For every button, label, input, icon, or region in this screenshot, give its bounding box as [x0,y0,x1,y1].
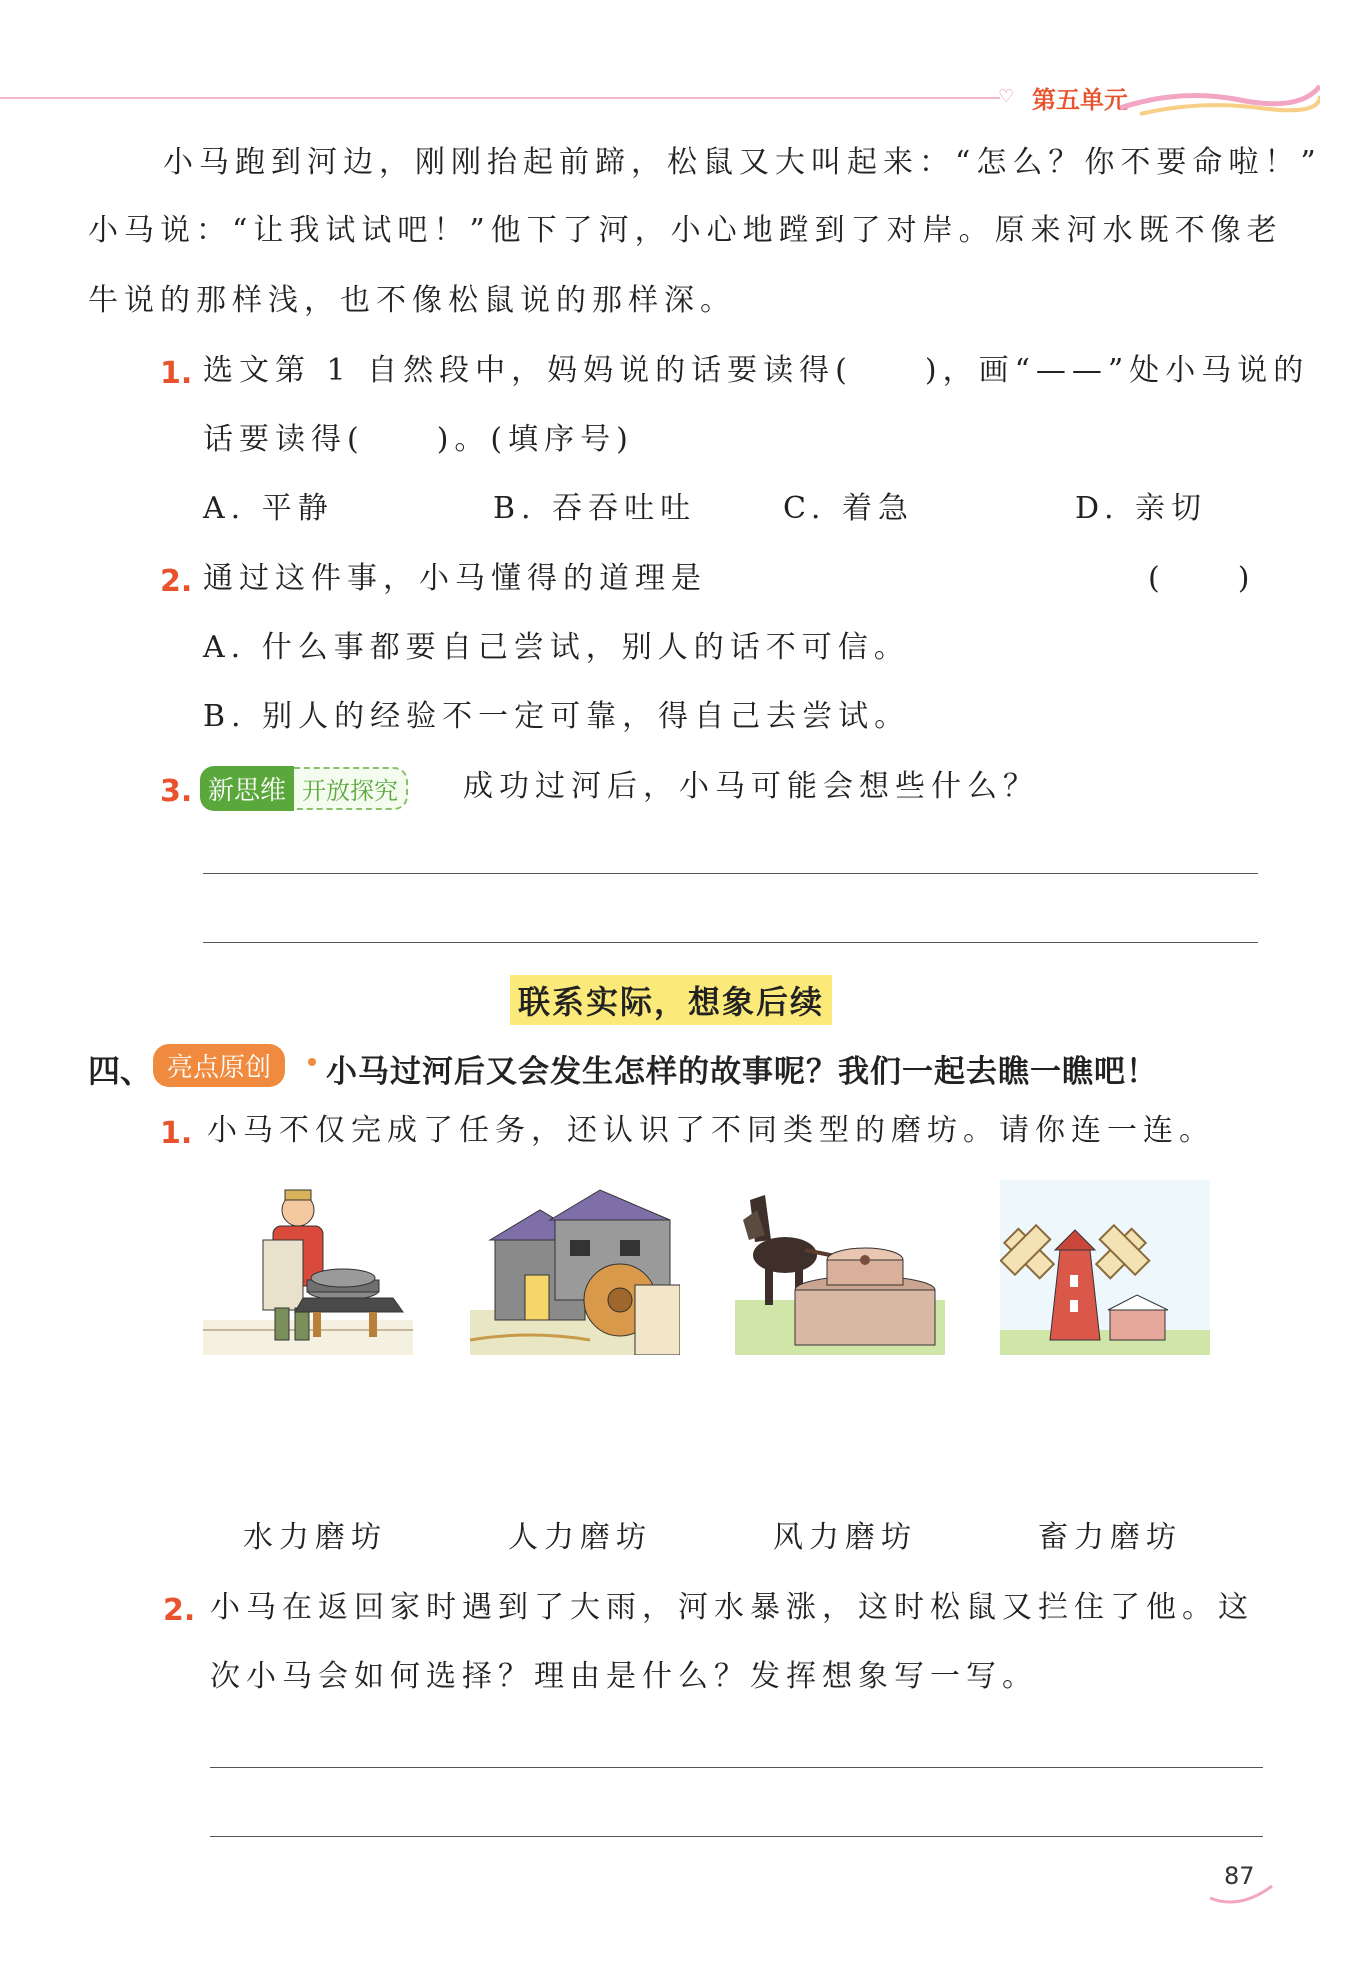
q1-option-d: D. 亲切 [1075,491,1208,526]
q1-option-b: B. 吞吞吐吐 [493,491,697,526]
q3-tag [200,766,408,811]
p4q1-text: 小马不仅完成了任务，还认识了不同类型的磨坊。请你连一连。 [207,1113,1215,1148]
part4-label: 四、 [88,1052,153,1090]
header-heart-icon: ♡ [998,86,1015,107]
q3-answer-line-1[interactable] [203,873,1258,874]
label-animal-mill[interactable]: 畜力磨坊 [1038,1520,1182,1555]
new-thinking-tag: 新思维 [200,766,294,811]
q2-option-a: A. 什么事都要自己尝试，别人的话不可信。 [203,630,910,665]
q3-number: 3. [160,774,193,809]
donkey-mill-picture[interactable] [735,1180,945,1355]
part4-text: 小马过河后又会发生怎样的故事呢？我们一起去瞧一瞧吧！ [326,1054,1158,1090]
header-rule [0,97,1000,99]
passage-line-2: 小马说：“让我试试吧！”他下了河，小心地蹚到了对岸。原来河水既不像老 [88,213,1283,248]
q2-text: 通过这件事，小马懂得的道理是 [203,561,707,596]
q1-text-line-2: 话要读得( )。(填序号) [203,422,634,457]
unit-title: 第五单元 [1032,86,1128,114]
p4q2-text-line-1: 小马在返回家时遇到了大雨，河水暴涨，这时松鼠又拦住了他。这 [210,1590,1254,1625]
page-number-swoosh-icon [1210,1880,1280,1910]
label-human-mill[interactable]: 人力磨坊 [508,1520,652,1555]
q2-number: 2. [160,564,193,599]
q2-option-b: B. 别人的经验不一定可靠，得自己去尝试。 [203,699,911,734]
open-explore-tag: 开放探究 [294,767,408,810]
p4q1-number: 1. [160,1116,193,1151]
passage-line-3: 牛说的那样浅，也不像松鼠说的那样深。 [88,283,736,318]
p4q2-number: 2. [163,1593,196,1628]
man-millstone-picture[interactable] [203,1180,413,1355]
p4q2-answer-line-2[interactable] [210,1836,1263,1837]
q1-option-a: A. 平静 [203,491,334,526]
q2-answer-paren[interactable]: ( ) [1148,561,1256,596]
q3-text: 成功过河后，小马可能会想些什么？ [463,769,1039,804]
label-water-mill[interactable]: 水力磨坊 [243,1520,387,1555]
water-mill-picture[interactable] [470,1180,680,1355]
q1-text-line-1: 选文第 1 自然段中，妈妈说的话要读得( )，画“——”处小马说的 [203,353,1310,388]
original-tag: 亮点原创 [153,1044,285,1087]
part4-tag [153,1044,285,1087]
section-title: 联系实际，想象后续 [510,975,832,1025]
label-wind-mill[interactable]: 风力磨坊 [773,1520,917,1555]
p4q2-answer-line-1[interactable] [210,1767,1263,1768]
q3-answer-line-2[interactable] [203,942,1258,943]
p4q2-text-line-2: 次小马会如何选择？理由是什么？发挥想象写一写。 [210,1659,1038,1694]
header-swoosh-icon [1120,78,1320,118]
page-number: 87 [1224,1862,1255,1890]
q1-option-c: C. 着急 [783,491,914,526]
passage-line-1: 小马跑到河边，刚刚抬起前蹄，松鼠又大叫起来：“怎么？你不要命啦！” [163,145,1322,180]
part4-dot-icon [308,1058,316,1066]
windmill-picture[interactable] [1000,1180,1210,1355]
q1-number: 1. [160,356,193,391]
